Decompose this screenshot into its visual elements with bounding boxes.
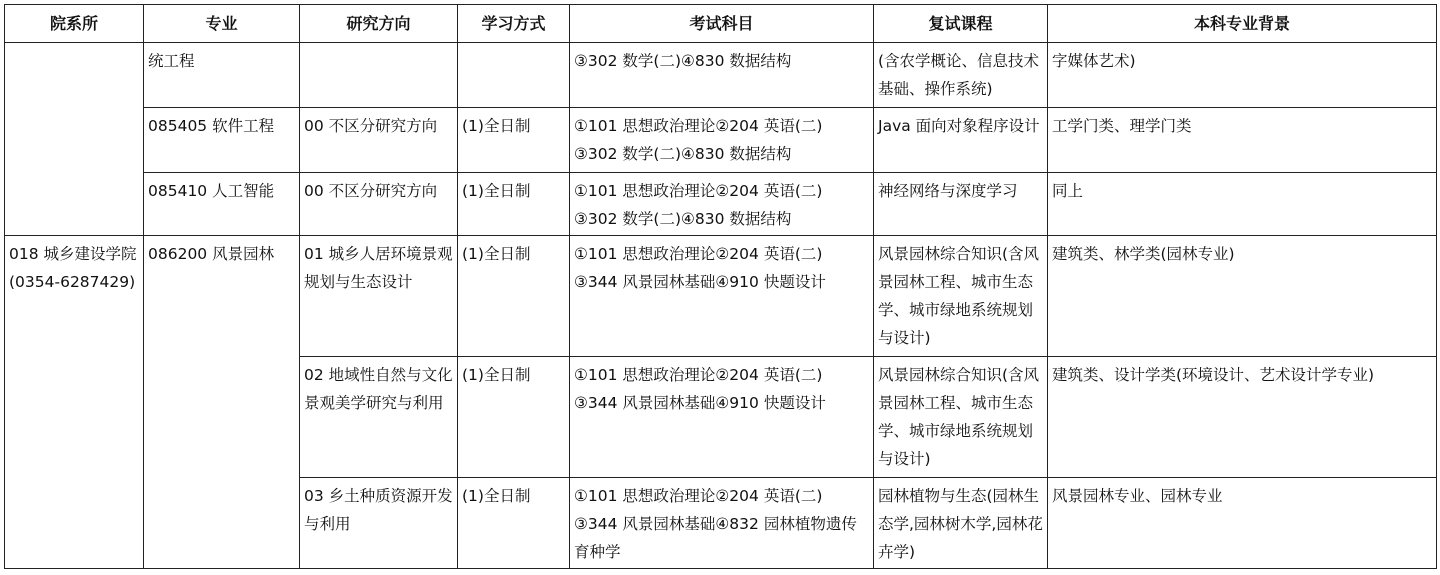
exam-text-line1: ①101 思想政治理论②204 英语(二) (574, 366, 823, 384)
exam-text-line2: ③344 风景园林基础④832 园林植物遗传育种学 (574, 515, 857, 561)
background-text: 同上 (1052, 182, 1084, 200)
mode-text: (1)全日制 (462, 487, 531, 505)
major-text: 统工程 (148, 52, 195, 70)
exam-text-line1: ①101 思想政治理论②204 英语(二) (574, 182, 823, 200)
exam-text-line2: ③302 数学(二)④830 数据结构 (574, 210, 792, 228)
table-row (5, 236, 1437, 357)
background-cell (1048, 43, 1437, 108)
retest-text: 风景园林综合知识(含风景园林工程、城市生态学、城市绿地系统规划与设计) (878, 245, 1040, 347)
background-cell (1048, 236, 1437, 357)
mode-cell (458, 478, 570, 569)
table-row (5, 43, 1437, 108)
direction-text: 01 城乡人居环境景观规划与生态设计 (304, 245, 453, 291)
retest-text: 园林植物与生态(园林生态学,园林树木学,园林花卉学) (878, 487, 1043, 561)
background-cell (1048, 173, 1437, 236)
direction-text: 00 不区分研究方向 (304, 117, 438, 135)
retest-cell (874, 108, 1048, 173)
dept-cell (5, 236, 144, 569)
direction-text (304, 43, 455, 47)
background-cell (1048, 357, 1437, 478)
background-text: 建筑类、林学类(园林专业) (1052, 245, 1235, 263)
major-cell (144, 43, 300, 108)
retest-text: Java 面向对象程序设计 (878, 117, 1040, 135)
retest-cell (874, 173, 1048, 236)
background-text: 字媒体艺术) (1052, 52, 1136, 70)
background-cell (1048, 108, 1437, 173)
retest-text: 风景园林综合知识(含风景园林工程、城市生态学、城市绿地系统规划与设计) (878, 366, 1040, 468)
exam-text-line1: ①101 思想政治理论②204 英语(二) (574, 117, 823, 135)
mode-cell (458, 108, 570, 173)
header-exam: 考试科目 (570, 5, 874, 43)
exam-cell (570, 108, 874, 173)
direction-cell (300, 108, 458, 173)
exam-cell (570, 236, 874, 357)
major-cell (144, 236, 300, 569)
header-major: 专业 (144, 5, 300, 43)
retest-cell (874, 478, 1048, 569)
retest-cell (874, 357, 1048, 478)
mode-cell (458, 236, 570, 357)
mode-text: (1)全日制 (462, 182, 531, 200)
dept-cell-empty (5, 43, 144, 236)
mode-text: (1)全日制 (462, 117, 531, 135)
retest-cell (874, 43, 1048, 108)
direction-cell (300, 43, 458, 108)
direction-cell (300, 357, 458, 478)
major-cell (144, 108, 300, 173)
major-cell (144, 173, 300, 236)
header-row (5, 5, 1437, 43)
direction-text: 03 乡土种质资源开发与利用 (304, 487, 453, 533)
table-row (5, 108, 1437, 173)
exam-text-line1: ③302 数学(二)④830 数据结构 (574, 52, 792, 70)
direction-cell (300, 173, 458, 236)
header-background: 本科专业背景 (1048, 5, 1437, 43)
admission-table (4, 4, 1437, 569)
retest-text: (含农学概论、信息技术基础、操作系统) (878, 52, 1040, 98)
exam-cell (570, 43, 874, 108)
major-text: 085410 人工智能 (148, 182, 275, 200)
background-cell (1048, 478, 1437, 569)
header-direction: 研究方向 (300, 5, 458, 43)
header-retest: 复试课程 (874, 5, 1048, 43)
exam-cell (570, 173, 874, 236)
background-text: 建筑类、设计学类(环境设计、艺术设计学专业) (1052, 366, 1375, 384)
exam-text-line2: ③344 风景园林基础④910 快题设计 (574, 273, 826, 291)
header-mode: 学习方式 (458, 5, 570, 43)
retest-cell (874, 236, 1048, 357)
mode-cell (458, 357, 570, 478)
direction-text: 00 不区分研究方向 (304, 182, 438, 200)
dept-text: 018 城乡建设学院 (9, 245, 137, 263)
header-dept: 院系所 (5, 5, 144, 43)
direction-text: 02 地域性自然与文化景观美学研究与利用 (304, 366, 453, 412)
retest-text: 神经网络与深度学习 (878, 182, 1018, 200)
direction-cell (300, 236, 458, 357)
background-text: 风景园林专业、园林专业 (1052, 487, 1223, 505)
background-text: 工学门类、理学门类 (1052, 117, 1192, 135)
table-row (5, 173, 1437, 236)
exam-text-line2: ③302 数学(二)④830 数据结构 (574, 145, 792, 163)
exam-text-line2: ③344 风景园林基础④910 快题设计 (574, 394, 826, 412)
mode-cell (458, 173, 570, 236)
exam-cell (570, 478, 874, 569)
exam-cell (570, 357, 874, 478)
major-text: 085405 软件工程 (148, 117, 275, 135)
mode-text (462, 43, 567, 47)
direction-cell (300, 478, 458, 569)
mode-text: (1)全日制 (462, 366, 531, 384)
exam-text-line1: ①101 思想政治理论②204 英语(二) (574, 245, 823, 263)
mode-cell (458, 43, 570, 108)
mode-text: (1)全日制 (462, 245, 531, 263)
major-text: 086200 风景园林 (148, 245, 275, 263)
exam-text-line1: ①101 思想政治理论②204 英语(二) (574, 487, 823, 505)
dept-phone-text: (0354-6287429) (9, 273, 136, 291)
